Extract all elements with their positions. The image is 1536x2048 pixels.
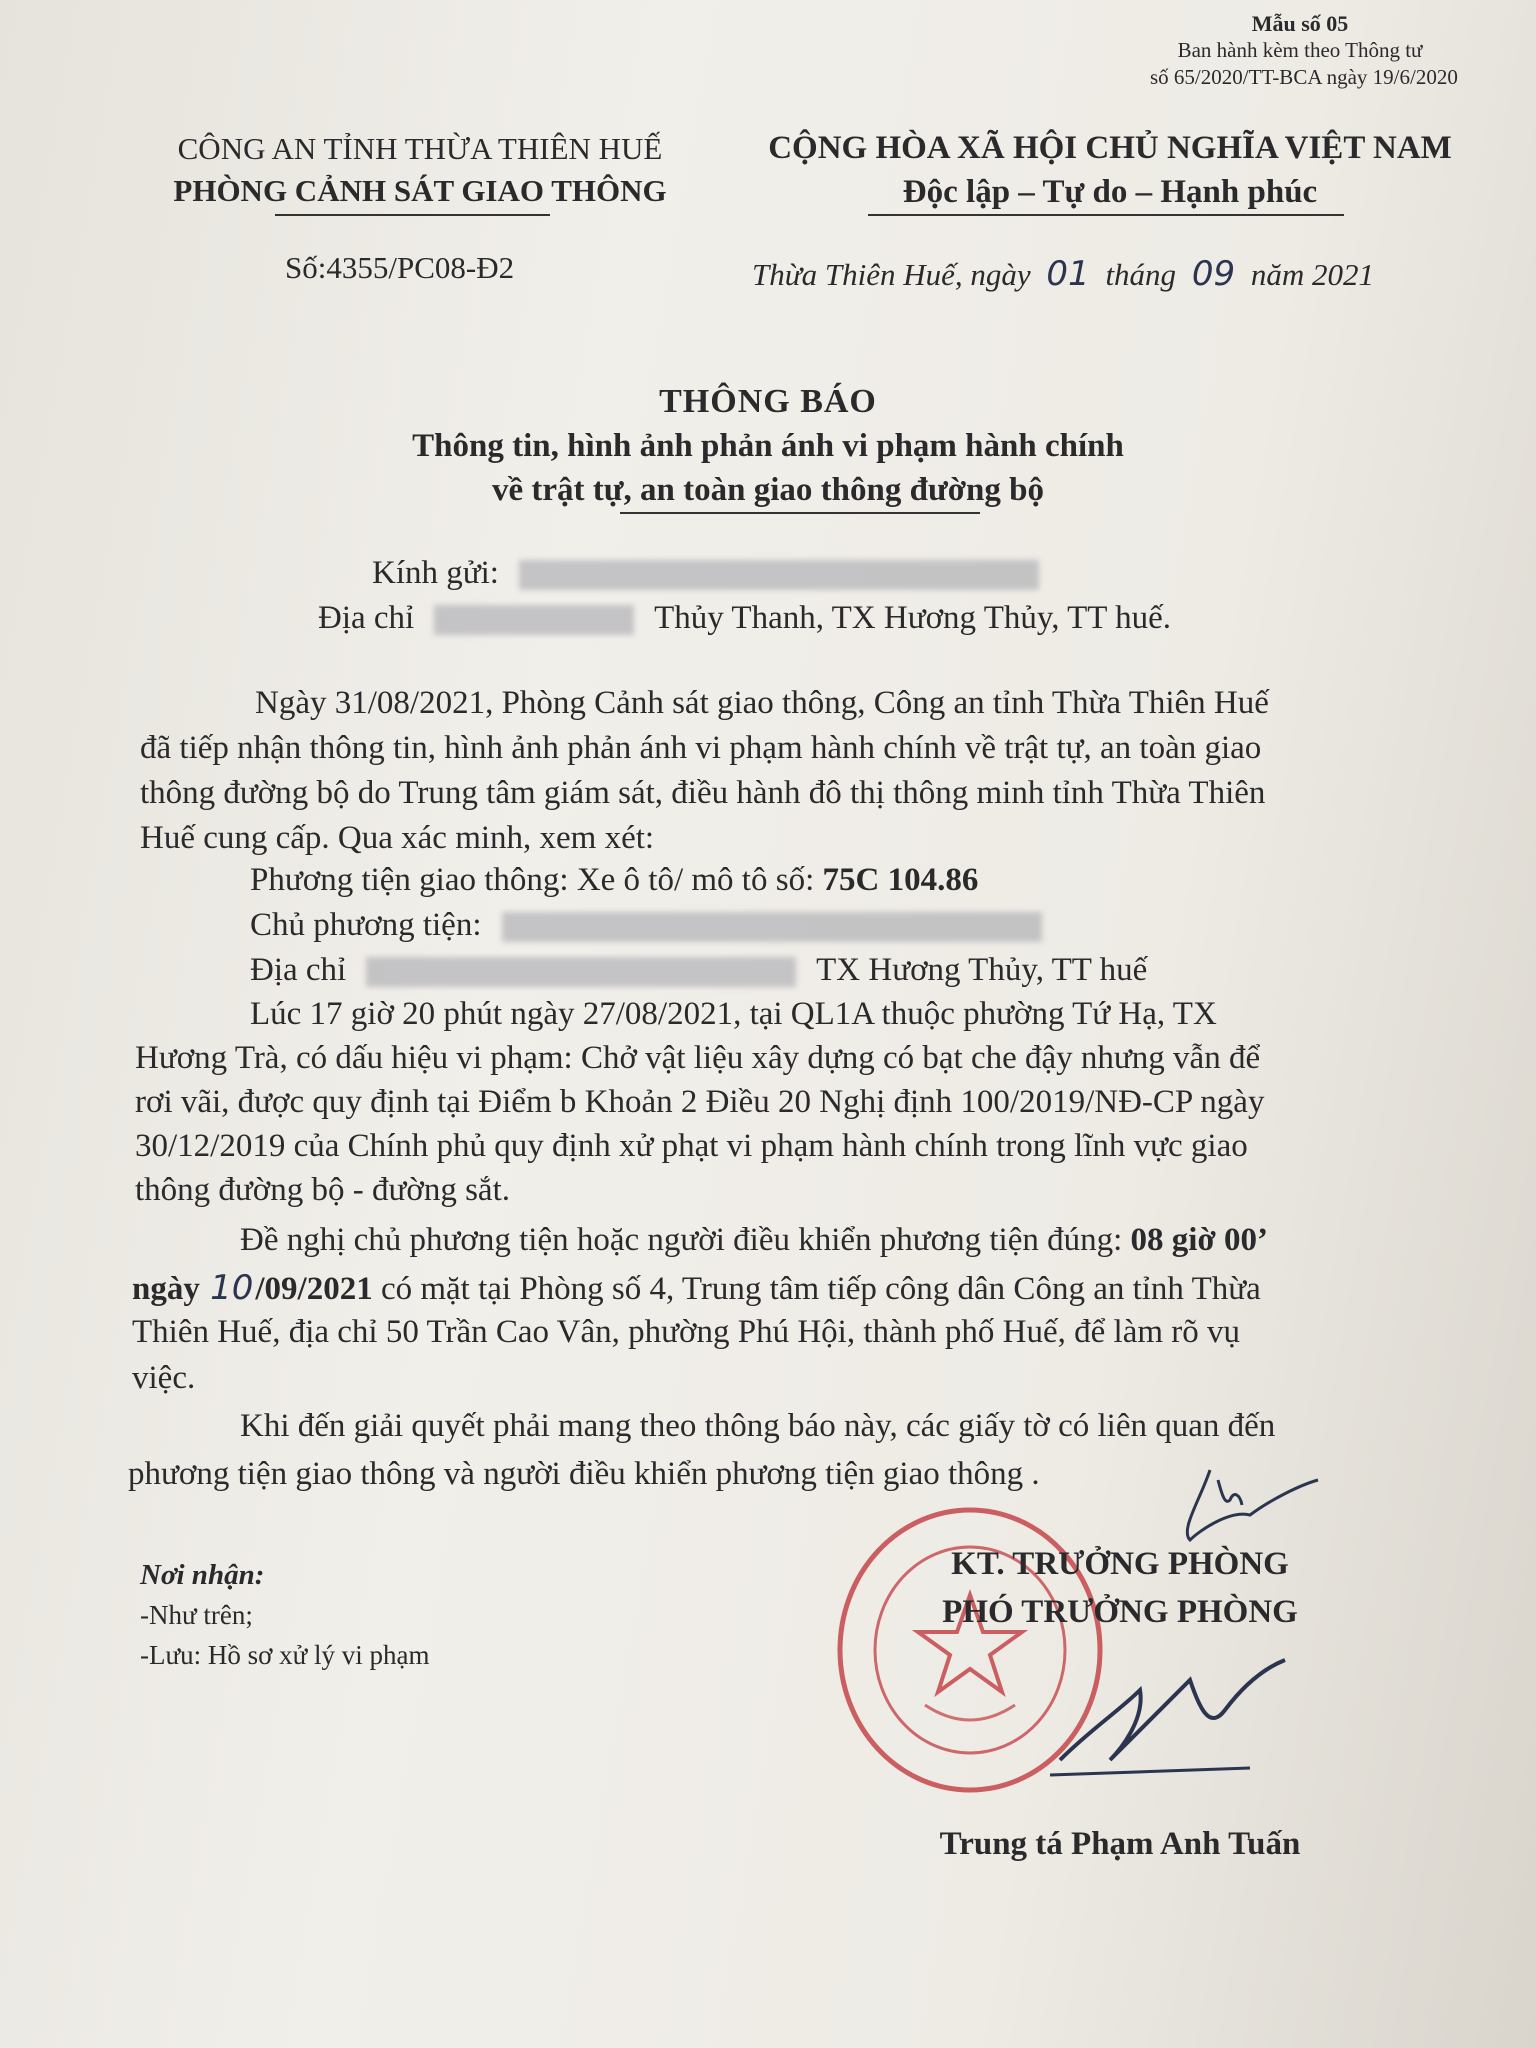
title-sub-1: Thông tin, hình ảnh phản ánh vi phạm hành chính bbox=[412, 428, 1124, 464]
vehicle-label: Phương tiện giao thông: Xe ô tô/ mô tô số: bbox=[250, 862, 815, 898]
date-month-label: tháng bbox=[1105, 257, 1177, 292]
body-p2-l5: thông đường bộ - đường sắt. bbox=[135, 1172, 510, 1208]
recipient-address-visible: Thủy Thanh, TX Hương Thủy, TT huế. bbox=[654, 600, 1171, 636]
owner-address-redacted bbox=[366, 957, 796, 987]
signature-block bbox=[860, 1540, 1380, 1636]
document-title bbox=[0, 380, 1536, 512]
request-text: Đề nghị chủ phương tiện hoặc người điều khiển phương tiện đúng: bbox=[240, 1222, 1123, 1258]
form-number-block bbox=[1150, 10, 1458, 91]
owner-redacted bbox=[502, 912, 1042, 942]
owner-address-label: Địa chỉ bbox=[250, 952, 347, 988]
agency-header bbox=[120, 128, 720, 212]
date-month-handwritten: 09 bbox=[1191, 254, 1236, 294]
agency-line-2: PHÒNG CẢNH SÁT GIAO THÔNG bbox=[173, 173, 667, 208]
body-p3-l4: việc. bbox=[132, 1360, 196, 1396]
body-p4-l1: Khi đến giải quyết phải mang theo thông báo này, các giấy tờ có liên quan đến bbox=[240, 1408, 1276, 1444]
recipients-title: Nơi nhận: bbox=[140, 1559, 265, 1591]
form-issued-line-2: số 65/2020/TT-BCA ngày 19/6/2020 bbox=[1150, 65, 1458, 89]
body-p2-l3: rơi vãi, được quy định tại Điểm b Khoản 2 Điều 20 Nghị định 100/2019/NĐ-CP ngày bbox=[135, 1084, 1265, 1120]
body-p1-l3: thông đường bộ do Trung tâm giám sát, điều hành đô thị thông minh tỉnh Thừa Thiên bbox=[140, 775, 1266, 811]
motto-underline bbox=[868, 214, 1344, 216]
state-header bbox=[720, 126, 1500, 214]
signer-role-1: KT. TRƯỞNG PHÒNG bbox=[951, 1546, 1289, 1582]
recipient-line bbox=[372, 555, 1039, 592]
body-p1-l1: Ngày 31/08/2021, Phòng Cảnh sát giao thông, Công an tỉnh Thừa Thiên Huế bbox=[255, 685, 1269, 721]
owner-address-line bbox=[250, 952, 1147, 989]
document-number: Số:4355/PC08-Đ2 bbox=[285, 250, 515, 285]
body-p3-l3: Thiên Huế, địa chỉ 50 Trần Cao Vân, phường Phú Hội, thành phố Huế, để làm rõ vụ bbox=[132, 1314, 1241, 1350]
form-number: Mẫu số 05 bbox=[1251, 11, 1349, 36]
agency-underline bbox=[275, 214, 550, 216]
title-sub-2: về trật tự, an toàn giao thông đường bộ bbox=[491, 472, 1044, 508]
agency-line-1: CÔNG AN TỈNH THỪA THIÊN HUẾ bbox=[177, 131, 663, 166]
body-p3-l1 bbox=[240, 1222, 1268, 1259]
signature-mark bbox=[1050, 1650, 1290, 1780]
recipient-redacted bbox=[519, 560, 1039, 590]
owner-line bbox=[250, 907, 1042, 944]
form-issued-line-1: Ban hành kèm theo Thông tư bbox=[1177, 38, 1423, 62]
title-underline bbox=[620, 512, 980, 514]
document-date bbox=[752, 254, 1374, 294]
owner-label: Chủ phương tiện: bbox=[250, 907, 482, 943]
recipient-address-label: Địa chỉ bbox=[318, 600, 415, 636]
appointment-day-label: ngày bbox=[132, 1271, 200, 1307]
recipient-address-line bbox=[318, 600, 1171, 637]
body-p3-l2 bbox=[132, 1268, 1261, 1308]
appointment-place: có mặt tại Phòng số 4, Trung tâm tiếp công dân Công an tỉnh Thừa bbox=[380, 1271, 1261, 1307]
body-p2-l4: 30/12/2019 của Chính phủ quy định xử phạt vi phạm hành chính trong lĩnh vực giao bbox=[135, 1128, 1248, 1164]
state-motto: Độc lập – Tự do – Hạnh phúc bbox=[902, 174, 1318, 210]
body-p2-l1: Lúc 17 giờ 20 phút ngày 27/08/2021, tại QL1A thuộc phường Tứ Hạ, TX bbox=[250, 996, 1217, 1032]
date-year: năm 2021 bbox=[1250, 257, 1374, 292]
appointment-day-handwritten: 10 bbox=[210, 1268, 254, 1308]
recipients-list bbox=[140, 1555, 430, 1675]
recipients-item-1: -Như trên; bbox=[140, 1600, 253, 1630]
vehicle-plate: 75C 104.86 bbox=[822, 862, 979, 898]
appointment-time: 08 giờ 00’ bbox=[1130, 1222, 1268, 1258]
state-line-1: CỘNG HÒA XÃ HỘI CHỦ NGHĨA VIỆT NAM bbox=[768, 130, 1452, 166]
signer-name: Trung tá Phạm Anh Tuấn bbox=[939, 1826, 1301, 1862]
title-main: THÔNG BÁO bbox=[659, 383, 877, 420]
body-p1-l4: Huế cung cấp. Qua xác minh, xem xét: bbox=[140, 820, 655, 856]
body-p1-l2: đã tiếp nhận thông tin, hình ảnh phản ánh vi phạm hành chính về trật tự, an toàn giao bbox=[140, 730, 1262, 766]
recipients-item-2: -Lưu: Hồ sơ xử lý vi phạm bbox=[140, 1640, 430, 1670]
recipient-address-redacted bbox=[434, 605, 634, 635]
body-p4-l2: phương tiện giao thông và người điều khiển phương tiện giao thông . bbox=[128, 1456, 1040, 1492]
vehicle-line bbox=[250, 862, 978, 899]
signer-role-2: PHÓ TRƯỞNG PHÒNG bbox=[942, 1594, 1298, 1630]
recipient-label: Kính gửi: bbox=[372, 555, 499, 591]
date-day-handwritten: 01 bbox=[1046, 254, 1090, 294]
date-place: Thừa Thiên Huế, ngày bbox=[752, 257, 1031, 292]
appointment-month-year: /09/2021 bbox=[255, 1271, 373, 1307]
body-p2-l2: Hương Trà, có dấu hiệu vi phạm: Chở vật liệu xây dựng có bạt che đậy nhưng vẫn để bbox=[135, 1040, 1261, 1076]
owner-address-visible: TX Hương Thủy, TT huế bbox=[816, 952, 1148, 988]
initials-mark bbox=[1170, 1460, 1320, 1550]
